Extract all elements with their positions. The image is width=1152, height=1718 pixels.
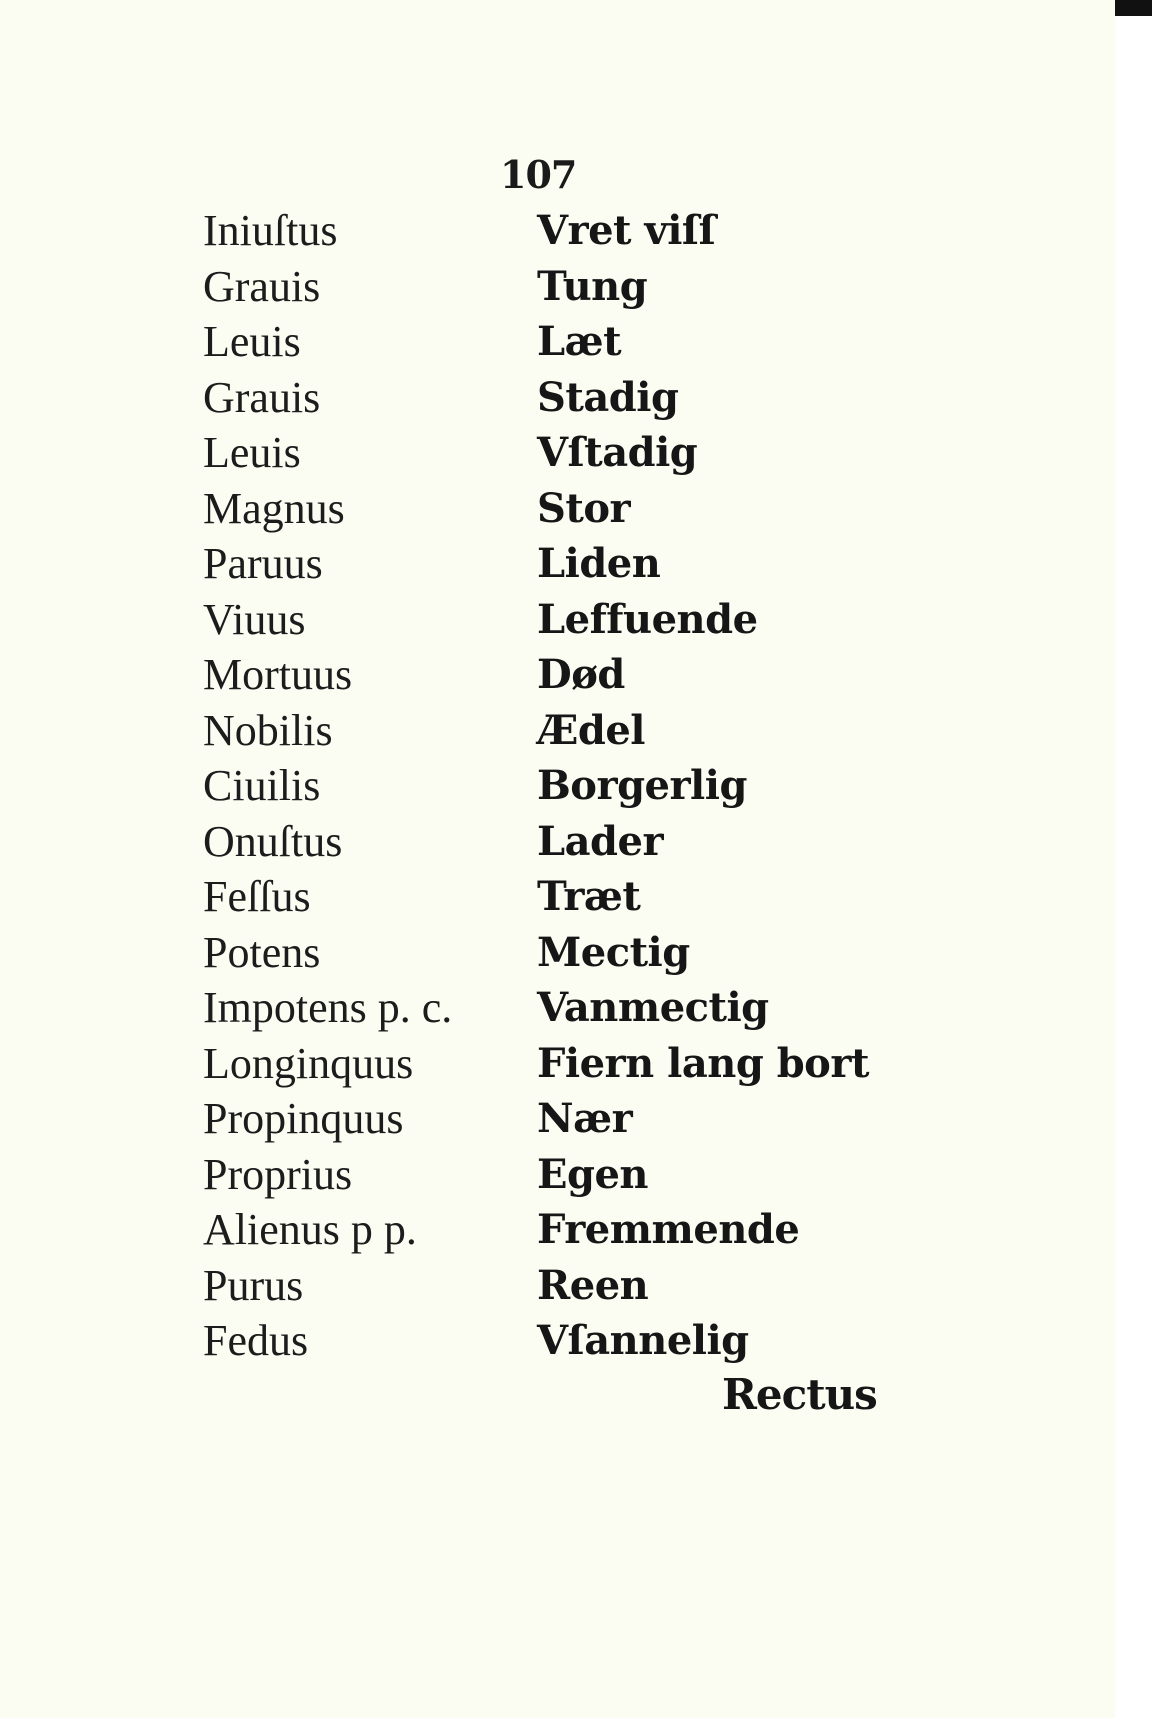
glossary-entry xyxy=(0,814,1115,869)
latin-word: Nobilis xyxy=(203,705,333,755)
glossary-entry xyxy=(0,1036,1115,1091)
danish-word: Vanmectig xyxy=(537,984,769,1031)
danish-word: Træt xyxy=(537,873,641,920)
danish-word: Reen xyxy=(537,1261,649,1309)
glossary-entry xyxy=(0,1202,1115,1257)
latin-word: Magnus xyxy=(203,483,345,533)
latin-word: Proprius xyxy=(203,1149,353,1199)
latin-word: Iniuſtus xyxy=(203,206,338,255)
latin-word: Impotens p. c. xyxy=(203,983,453,1032)
latin-word: Ciuilis xyxy=(203,761,321,810)
danish-word: Lader xyxy=(537,817,664,865)
glossary-entry xyxy=(0,1313,1115,1368)
glossary-entry xyxy=(0,647,1115,702)
latin-word: Mortuus xyxy=(203,650,353,699)
latin-word: Paruus xyxy=(203,539,323,588)
glossary-entry xyxy=(0,1147,1115,1202)
glossary-entry xyxy=(0,1091,1115,1146)
danish-word: Borgerlig xyxy=(537,762,747,809)
glossary-entry xyxy=(0,869,1115,924)
danish-word: Liden xyxy=(537,540,661,587)
danish-word: Tung xyxy=(537,262,648,310)
danish-word: Stadig xyxy=(537,373,679,421)
danish-word: Vſtadig xyxy=(537,429,698,476)
danish-word: Fiern lang bort xyxy=(537,1039,869,1087)
latin-word: Leuis xyxy=(203,317,301,366)
latin-word: Alienus p p. xyxy=(203,1205,417,1254)
glossary-entry xyxy=(0,758,1115,813)
glossary-entry xyxy=(0,703,1115,758)
danish-word: Vſannelig xyxy=(537,1317,749,1364)
danish-word: Stor xyxy=(537,484,631,532)
latin-word: Potens xyxy=(203,927,321,977)
glossary-entry xyxy=(0,259,1115,314)
danish-word: Fremmende xyxy=(537,1206,800,1253)
danish-word: Leffuende xyxy=(537,595,758,643)
latin-word: Longinquus xyxy=(203,1038,414,1088)
catchword: Rectus xyxy=(722,1370,877,1419)
danish-word: Ædel xyxy=(537,706,645,754)
latin-word: Purus xyxy=(203,1260,304,1310)
scan-edge xyxy=(1115,0,1152,1718)
latin-word: Propinquus xyxy=(203,1094,404,1143)
latin-word: Fedus xyxy=(203,1316,309,1365)
glossary-entry xyxy=(0,925,1115,980)
glossary-entry xyxy=(0,536,1115,591)
page-number: 107 xyxy=(500,152,577,197)
danish-word: Nær xyxy=(537,1095,633,1142)
latin-word: Grauis xyxy=(203,261,321,311)
latin-word: Onuſtus xyxy=(203,816,343,866)
glossary-entry xyxy=(0,481,1115,536)
danish-word: Vret viſſ xyxy=(537,207,716,254)
glossary-entry xyxy=(0,980,1115,1035)
danish-word: Mectig xyxy=(537,928,690,976)
latin-word: Viuus xyxy=(203,594,306,644)
latin-word: Leuis xyxy=(203,428,301,477)
danish-word: Egen xyxy=(537,1150,648,1198)
scan-edge-mark xyxy=(1115,0,1152,16)
glossary-entry xyxy=(0,314,1115,369)
glossary-entry xyxy=(0,592,1115,647)
latin-word: Feſſus xyxy=(203,872,311,921)
glossary-entry xyxy=(0,370,1115,425)
glossary-entry xyxy=(0,425,1115,480)
danish-word: Død xyxy=(537,651,625,698)
danish-word: Læt xyxy=(537,318,622,365)
glossary-entry xyxy=(0,1258,1115,1313)
glossary-entry xyxy=(0,203,1115,258)
latin-word: Grauis xyxy=(203,372,321,422)
